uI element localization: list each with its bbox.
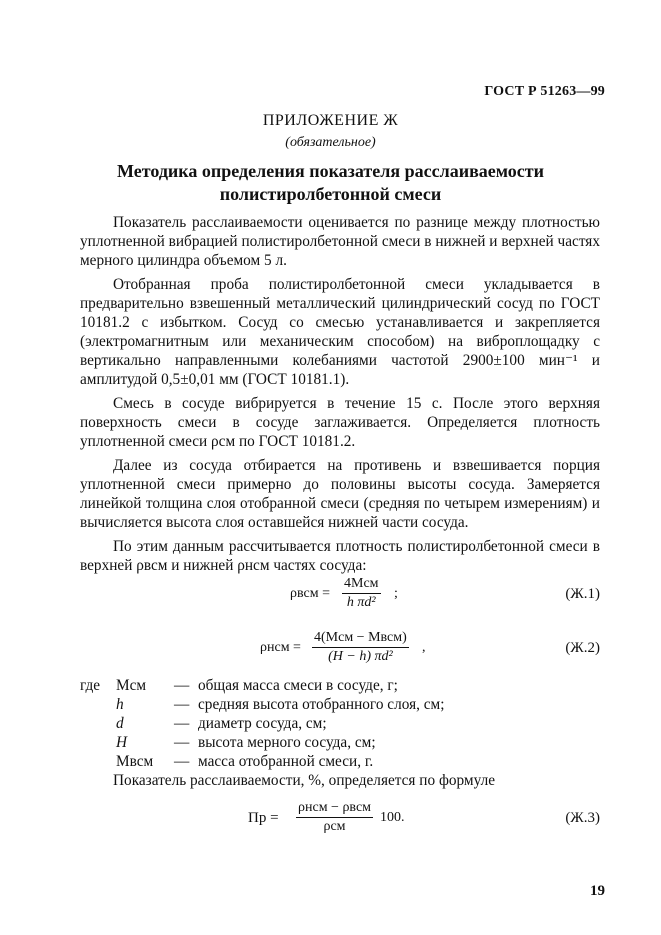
- definition-spacer: [80, 714, 110, 733]
- appendix-label: ПРИЛОЖЕНИЕ Ж: [262, 112, 399, 129]
- symbol-definitions: [80, 676, 600, 771]
- definition-dash: —: [174, 715, 190, 732]
- formula-zh3-denominator: ρсм: [323, 819, 346, 834]
- definition-spacer: [80, 733, 110, 752]
- section-title-line2: полистиролбетонной смеси: [219, 184, 442, 204]
- definition-text: средняя высота отобранного слоя, см;: [198, 696, 445, 713]
- definition-text: высота мерного сосуда, см;: [198, 734, 376, 751]
- definition-dash: —: [174, 734, 190, 751]
- formula-zh2-lhs: ρнсм =: [260, 640, 301, 655]
- formula-zh3-numerator: ρнсм − ρвсм: [296, 800, 373, 818]
- paragraph-5: По этим данным рассчитывается плотность полистиролбетонной смеси в верхней ρвсм и нижней ρнсм частях сосуда:: [80, 538, 600, 574]
- definition-symbol: H: [116, 734, 128, 751]
- definition-row: [80, 676, 600, 695]
- definition-dash: —: [174, 696, 190, 713]
- section-title: [80, 160, 581, 206]
- standard-id: ГОСТ Р 51263—99: [484, 84, 605, 99]
- formula-zh2-denominator: (H − h) πd²: [328, 649, 393, 664]
- definitions-lead: где: [80, 677, 101, 694]
- formula-zh3-number: (Ж.3): [565, 810, 600, 826]
- formula-zh1-lhs: ρвсм =: [290, 586, 330, 601]
- definition-spacer: [80, 695, 110, 714]
- formula-zh3-lhs: Пр =: [248, 810, 279, 826]
- formula-zh3-fraction: [296, 800, 373, 835]
- formula-zh1-fraction: [342, 576, 381, 611]
- formula-zh2: [80, 630, 600, 676]
- formula-zh2-number: (Ж.2): [565, 640, 600, 656]
- definition-row: [80, 733, 600, 752]
- definition-symbol: d: [116, 715, 124, 732]
- paragraph-2: Отобранная проба полистиролбетонной смеси укладывается в предварительно взвешенный металлический цилиндрический сосуд по ГОСТ 10181.2 с избытком. Сосуд со смесью устанавливается и закрепляется (электромагнитным или механическим способом) на виброплощадку с вертикально направленными колебаниями частотой 2900±100 мин⁻¹ и амплитудой 0,5±0,01 мм (ГОСТ 10181.1).: [80, 276, 600, 388]
- formula-zh3-intro: Показатель расслаиваемости, %, определяется по формуле: [113, 772, 496, 789]
- formula-zh1-number: (Ж.1): [565, 586, 600, 602]
- definition-spacer: [80, 752, 110, 771]
- appendix-status: (обязательное): [285, 135, 376, 150]
- definition-dash: —: [174, 753, 190, 770]
- formula-zh3: [80, 800, 600, 846]
- paragraph-3: Смесь в сосуде вибрируется в течение 15 с. После этого верхняя поверхность смеси в сосуде заглаживается. Определяется плотность уплотненной смеси ρсм по ГОСТ 10181.2.: [80, 395, 600, 450]
- definition-symbol: h: [116, 696, 124, 713]
- paragraph-4: Далее из сосуда отбирается на противень и взвешивается порция уплотненной смеси примерно до половины высоты сосуда. Замеряется линейкой толщина слоя отобранной смеси (средняя по четырем измерениям) и вычисляется высота слоя оставшейся нижней части сосуда.: [80, 457, 600, 531]
- definition-symbol: Mсм: [116, 677, 147, 694]
- definition-row: [80, 714, 600, 733]
- formula-zh1-numerator: 4Mсм: [342, 576, 381, 594]
- section-title-line1: Методика определения показателя расслаиваемости: [117, 161, 544, 181]
- definition-row: [80, 695, 600, 714]
- formula-zh1: [80, 576, 600, 622]
- body-text: [80, 213, 600, 575]
- formula-zh2-trail: ,: [422, 640, 426, 655]
- formula-zh2-numerator: 4(Mсм − Mвсм): [312, 630, 409, 648]
- formula-zh2-fraction: [312, 630, 409, 665]
- definition-text: масса отобранной смеси, г.: [198, 753, 374, 770]
- definition-symbol: Mвсм: [116, 753, 154, 770]
- definition-dash: —: [174, 677, 190, 694]
- formula-zh1-trail: ;: [394, 586, 398, 601]
- definition-text: общая масса смеси в сосуде, г;: [198, 677, 398, 694]
- formula-zh3-trail: 100.: [380, 810, 405, 825]
- paragraph-1: Показатель расслаиваемости оценивается по разнице между плотностью уплотненной вибрацией полистиролбетонной смеси в нижней и верхней частях мерного цилиндра объемом 5 л.: [80, 214, 600, 269]
- definition-text: диаметр сосуда, см;: [198, 715, 327, 732]
- page-number: 19: [590, 883, 605, 899]
- definition-row: [80, 752, 600, 771]
- formula-zh1-denominator: h πd²: [346, 595, 376, 610]
